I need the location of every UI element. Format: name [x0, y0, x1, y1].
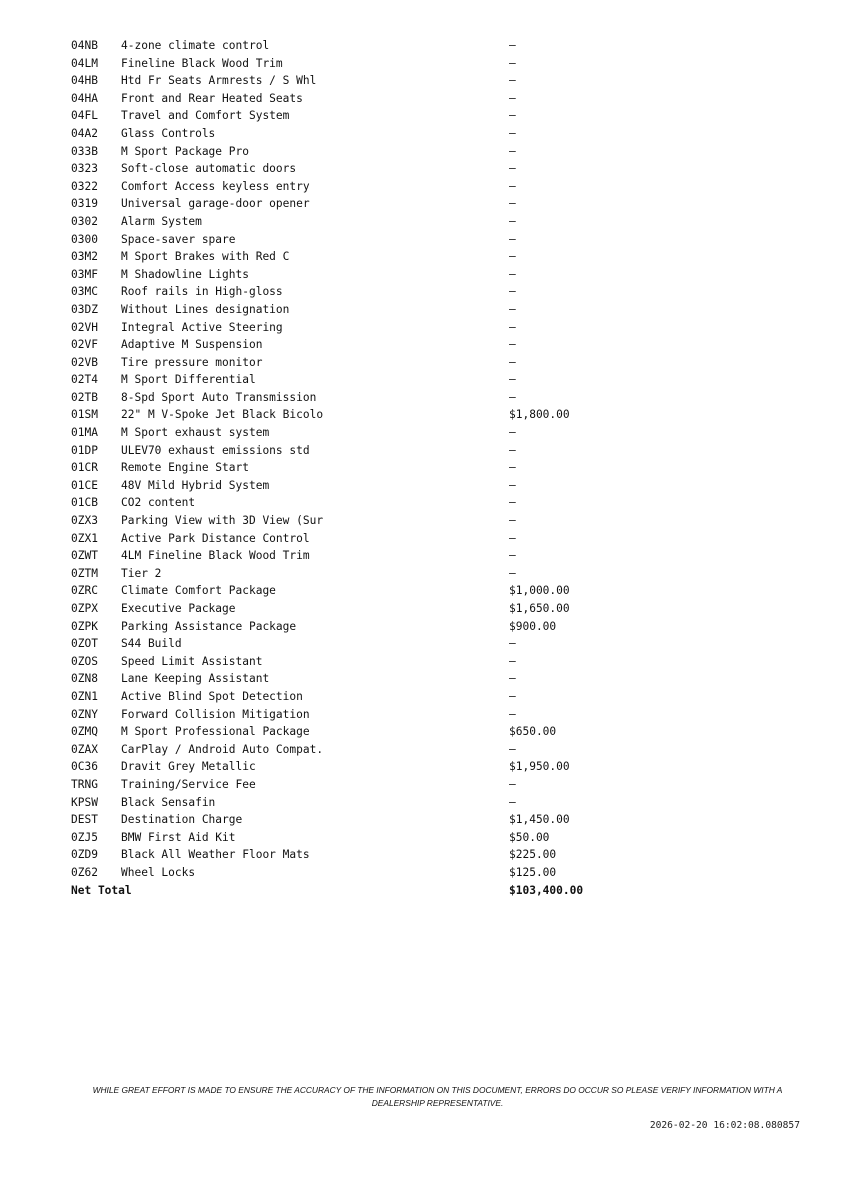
option-row	[71, 301, 631, 319]
option-description: Executive Package	[121, 602, 236, 615]
option-price: —	[509, 514, 516, 528]
option-code: 02TB	[71, 390, 98, 404]
option-description: M Sport Brakes with Red C	[121, 250, 290, 264]
option-price: —	[509, 496, 516, 510]
option-description: Tier 2	[121, 566, 162, 580]
option-code: 0C36	[71, 760, 98, 774]
option-price: —	[509, 320, 516, 334]
option-description: Glass Controls	[121, 126, 216, 140]
option-row	[71, 582, 631, 600]
option-description: Travel and Comfort System	[121, 109, 290, 123]
option-description: M Sport Professional Package	[121, 725, 310, 739]
option-description: M Shadowline Lights	[121, 267, 249, 281]
option-description: Fineline Black Wood Trim	[121, 56, 283, 70]
option-price: —	[509, 197, 516, 211]
option-row	[71, 477, 631, 495]
option-code: 0ZOT	[71, 637, 98, 651]
option-code: 04HA	[71, 91, 98, 105]
option-description: Alarm System	[121, 214, 202, 228]
option-price: —	[509, 566, 516, 580]
option-price: —	[509, 91, 516, 105]
option-code: TRNG	[71, 777, 98, 791]
option-description: Black All Weather Floor Mats	[121, 848, 310, 862]
option-code: 02VB	[71, 355, 98, 369]
option-row	[71, 406, 631, 424]
option-price: —	[509, 478, 516, 492]
option-row	[71, 459, 631, 477]
option-code: 0ZTM	[71, 566, 98, 580]
options-table-body	[71, 37, 631, 882]
option-price: —	[509, 250, 516, 264]
option-code: 0ZNY	[71, 707, 98, 721]
option-row	[71, 512, 631, 530]
option-row	[71, 37, 631, 55]
option-description: Wheel Locks	[121, 865, 196, 879]
option-description: Climate Comfort Package	[121, 584, 276, 598]
option-code: 04LM	[71, 56, 98, 70]
option-description: CarPlay / Android Auto Compat.	[121, 742, 324, 756]
option-price: —	[509, 531, 516, 545]
option-row	[71, 319, 631, 337]
option-price: —	[509, 338, 516, 352]
option-price: $1,000.00	[509, 584, 570, 598]
option-price: $1,450.00	[509, 813, 570, 827]
option-description: Dravit Grey Metallic	[121, 760, 256, 774]
option-row	[71, 125, 631, 143]
option-code: 01CB	[71, 496, 98, 510]
option-price: —	[509, 795, 516, 809]
option-code: 0302	[71, 214, 98, 228]
option-code: 03MF	[71, 267, 98, 281]
option-code: 0ZD9	[71, 848, 98, 862]
option-price: —	[509, 109, 516, 123]
option-row	[71, 494, 631, 512]
option-code: 033B	[71, 144, 98, 158]
option-code: 01MA	[71, 426, 98, 440]
option-description: M Sport Differential	[121, 373, 256, 387]
option-code: 04FL	[71, 109, 98, 123]
option-row	[71, 565, 631, 583]
option-price: $125.00	[509, 865, 557, 879]
option-row	[71, 283, 631, 301]
option-code: 0ZPK	[71, 619, 98, 633]
option-row	[71, 336, 631, 354]
option-description: Forward Collision Mitigation	[121, 707, 310, 721]
option-price: $225.00	[509, 848, 557, 862]
option-price: —	[509, 179, 516, 193]
option-price: $50.00	[509, 830, 550, 844]
option-price: —	[509, 443, 516, 457]
option-row	[71, 635, 631, 653]
option-description: Active Park Distance Control	[121, 531, 310, 545]
option-code: 0ZX1	[71, 531, 98, 545]
option-description: Front and Rear Heated Seats	[121, 91, 303, 105]
option-code: 04HB	[71, 74, 98, 88]
option-code: 01CE	[71, 478, 98, 492]
option-code: 0319	[71, 197, 98, 211]
option-price: —	[509, 126, 516, 140]
option-price: —	[509, 232, 516, 246]
option-code: 0ZAX	[71, 742, 98, 756]
option-price: —	[509, 707, 516, 721]
option-row	[71, 160, 631, 178]
net-total-value: $103,400.00	[509, 883, 584, 897]
print-timestamp: 2026-02-20 16:02:08.080857	[649, 1120, 800, 1131]
option-description: Active Blind Spot Detection	[121, 689, 303, 703]
option-price: —	[509, 267, 516, 281]
option-price: —	[509, 742, 516, 756]
option-row	[71, 758, 631, 776]
option-price: —	[509, 777, 516, 791]
option-code: 03MC	[71, 285, 98, 299]
option-price: $1,650.00	[509, 602, 570, 615]
option-code: 0322	[71, 179, 98, 193]
option-row	[71, 143, 631, 161]
option-description: Soft-close automatic doors	[121, 162, 297, 176]
option-price: —	[509, 302, 516, 316]
option-row	[71, 811, 631, 829]
option-code: 0ZN8	[71, 672, 98, 686]
option-price: $1,950.00	[509, 760, 570, 774]
option-price: —	[509, 162, 516, 176]
option-description: Universal garage-door opener	[121, 197, 310, 211]
option-code: 0ZX3	[71, 514, 98, 528]
option-code: 01CR	[71, 461, 98, 475]
option-description: S44 Build	[121, 637, 182, 651]
option-price: —	[509, 654, 516, 668]
option-price: —	[509, 74, 516, 88]
option-row	[71, 442, 631, 460]
option-description: 8-Spd Sport Auto Transmission	[121, 390, 317, 404]
option-description: Parking View with 3D View (Sur	[121, 514, 324, 528]
option-price: —	[509, 549, 516, 563]
options-table	[71, 37, 631, 899]
option-description: Black Sensafin	[121, 795, 216, 809]
option-row	[71, 195, 631, 213]
option-price: —	[509, 672, 516, 686]
option-code: 0ZOS	[71, 654, 98, 668]
net-total-row	[71, 882, 631, 900]
option-price: —	[509, 144, 516, 158]
option-row	[71, 178, 631, 196]
option-row	[71, 248, 631, 266]
option-row	[71, 530, 631, 548]
option-code: 03M2	[71, 250, 98, 264]
option-code: 0ZJ5	[71, 830, 98, 844]
option-code: 0ZPX	[71, 602, 98, 615]
option-price: —	[509, 637, 516, 651]
option-row	[71, 829, 631, 847]
option-price: $900.00	[509, 619, 557, 633]
option-price: —	[509, 355, 516, 369]
option-price: —	[509, 426, 516, 440]
option-code: DEST	[71, 813, 98, 827]
option-row	[71, 90, 631, 108]
option-code: 03DZ	[71, 302, 98, 316]
option-row	[71, 741, 631, 759]
option-price: —	[509, 390, 516, 404]
option-description: BMW First Aid Kit	[121, 830, 236, 844]
option-description: Destination Charge	[121, 813, 243, 827]
option-description: 22" M V-Spoke Jet Black Bicolo	[121, 408, 324, 422]
option-description: M Sport Package Pro	[121, 144, 249, 158]
option-row	[71, 600, 631, 618]
option-code: 01SM	[71, 408, 98, 422]
option-price: $650.00	[509, 725, 557, 739]
option-row	[71, 846, 631, 864]
option-price: —	[509, 373, 516, 387]
option-description: Lane Keeping Assistant	[121, 672, 270, 686]
option-price: —	[509, 39, 516, 52]
option-code: 04A2	[71, 126, 98, 140]
option-code: 0Z62	[71, 865, 98, 879]
option-description: ULEV70 exhaust emissions std	[121, 443, 310, 457]
option-description: Without Lines designation	[121, 302, 290, 316]
option-description: Space-saver spare	[121, 232, 236, 246]
option-code: 02T4	[71, 373, 98, 387]
option-code: 0ZMQ	[71, 725, 98, 739]
option-row	[71, 653, 631, 671]
option-code: 0300	[71, 232, 98, 246]
disclaimer-text: WHILE GREAT EFFORT IS MADE TO ENSURE THE ACCURACY OF THE INFORMATION ON THIS DOCUMENT, ERRORS DO OCCUR SO PLEASE VERIFY INFORMATION WITH A DEALERSHIP REPRESENTATIVE.	[92, 1085, 783, 1108]
option-description: Tire pressure monitor	[121, 355, 263, 369]
option-price: $1,800.00	[509, 408, 570, 422]
option-code: 01DP	[71, 443, 98, 457]
option-price: —	[509, 214, 516, 228]
option-code: 02VF	[71, 338, 98, 352]
option-description: Training/Service Fee	[121, 777, 256, 791]
option-description: 4LM Fineline Black Wood Trim	[121, 549, 310, 563]
option-price: —	[509, 56, 516, 70]
option-description: Remote Engine Start	[121, 461, 249, 475]
option-row	[71, 706, 631, 724]
option-row	[71, 231, 631, 249]
option-description: Integral Active Steering	[121, 320, 283, 334]
option-row	[71, 776, 631, 794]
option-description: M Sport exhaust system	[121, 426, 270, 440]
option-row	[71, 371, 631, 389]
option-code: 04NB	[71, 39, 98, 52]
option-row	[71, 688, 631, 706]
option-row	[71, 794, 631, 812]
option-row	[71, 213, 631, 231]
option-price: —	[509, 461, 516, 475]
option-code: 0ZRC	[71, 584, 98, 598]
option-description: CO2 content	[121, 496, 196, 510]
option-description: Parking Assistance Package	[121, 619, 297, 633]
option-row	[71, 723, 631, 741]
option-code: KPSW	[71, 795, 98, 809]
option-description: Adaptive M Suspension	[121, 338, 263, 352]
option-row	[71, 354, 631, 372]
option-code: 0ZWT	[71, 549, 98, 563]
option-description: Speed Limit Assistant	[121, 654, 263, 668]
option-row	[71, 266, 631, 284]
option-row	[71, 55, 631, 73]
option-description: Comfort Access keyless entry	[121, 179, 310, 193]
option-code: 0ZN1	[71, 689, 98, 703]
option-description: Htd Fr Seats Armrests / S Whl	[121, 74, 317, 88]
option-row	[71, 864, 631, 882]
option-code: 0323	[71, 162, 98, 176]
option-row	[71, 670, 631, 688]
option-description: Roof rails in High-gloss	[121, 285, 283, 299]
option-row	[71, 72, 631, 90]
option-price: —	[509, 285, 516, 299]
net-total-label: Net Total	[71, 883, 132, 897]
option-price: —	[509, 689, 516, 703]
option-row	[71, 107, 631, 125]
option-description: 48V Mild Hybrid System	[121, 478, 270, 492]
option-row	[71, 389, 631, 407]
option-row	[71, 547, 631, 565]
option-row	[71, 618, 631, 636]
option-description: 4-zone climate control	[121, 39, 270, 52]
option-code: 02VH	[71, 320, 98, 334]
option-row	[71, 424, 631, 442]
